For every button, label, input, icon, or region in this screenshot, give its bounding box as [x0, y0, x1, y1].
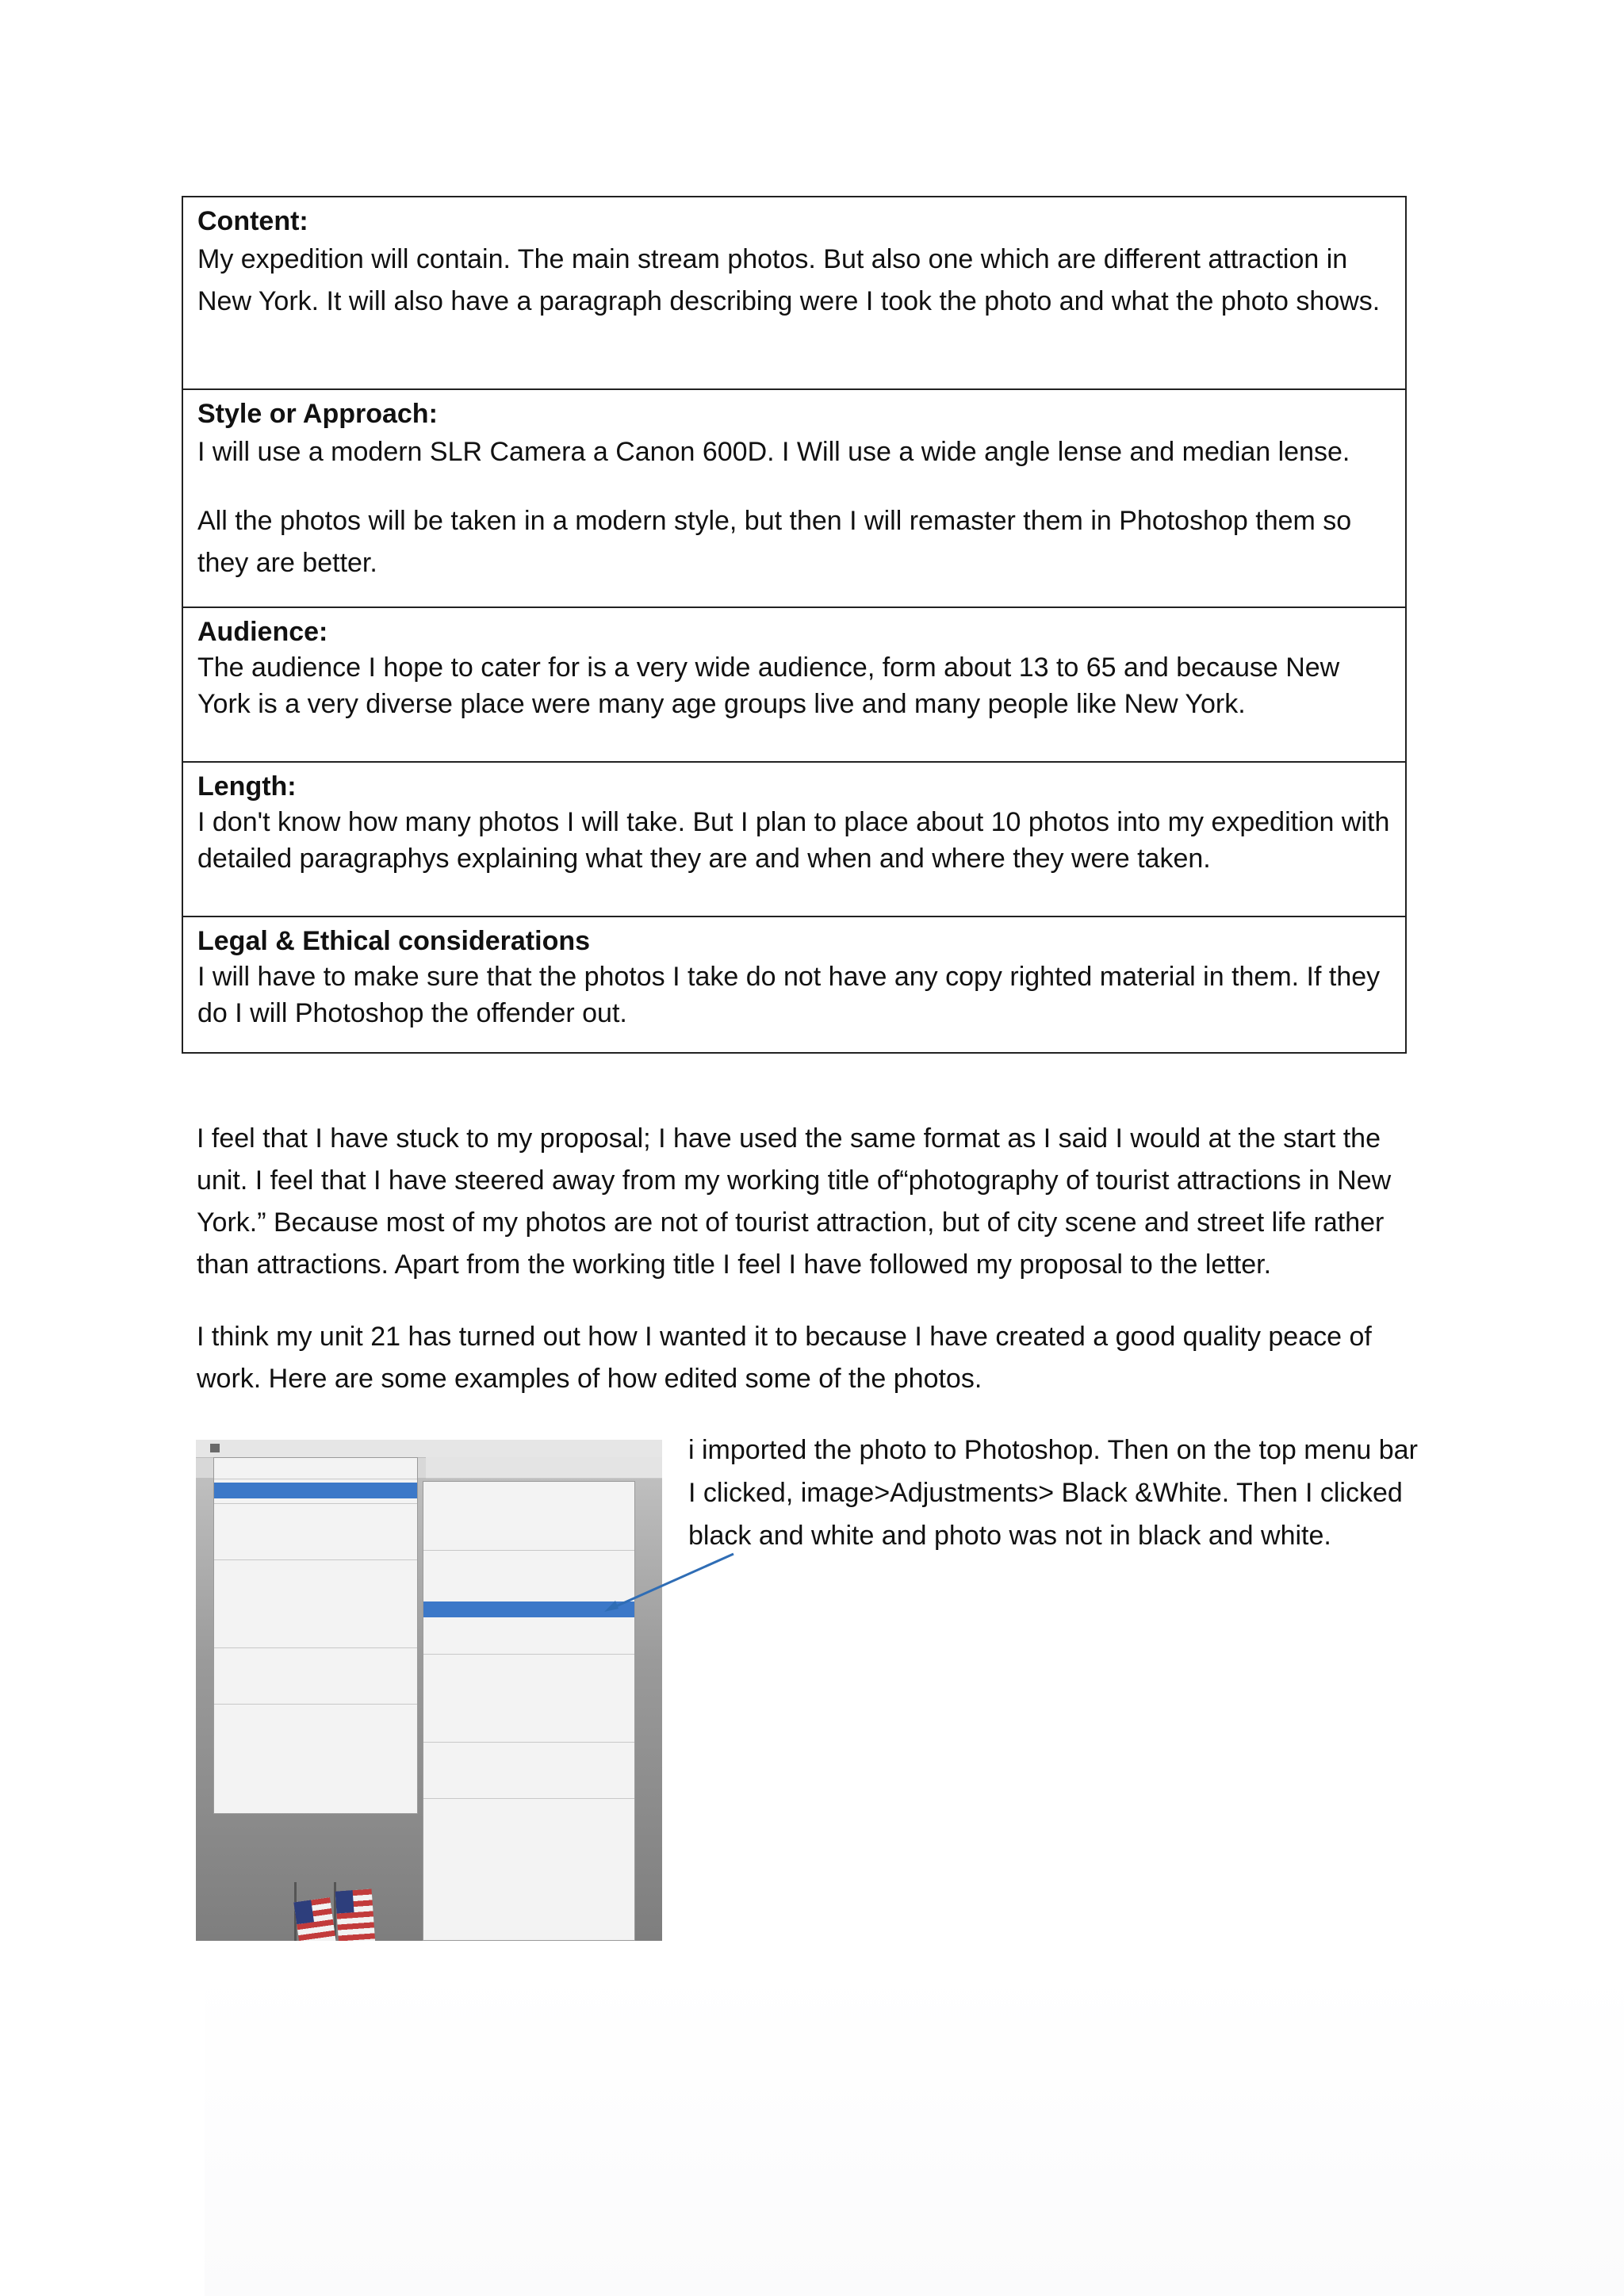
flag-shape	[293, 1897, 337, 1941]
evaluation-paragraph: I think my unit 21 has turned out how I wanted it to because I have created a good quality peace of work. Here are some examples of how edited some of the photos.	[197, 1322, 1372, 1394]
page-shade	[205, 1966, 1624, 2296]
image-menu-mock	[213, 1457, 418, 1814]
photoshop-screenshot-image	[196, 1440, 662, 1941]
audience-heading: Audience:	[197, 617, 328, 647]
content-section	[183, 197, 1405, 390]
content-body: My expedition will contain. The main stream photos. But also one which are different attraction in New York. It will also have a paragraph describing were I took the photo and what the photo shows.	[197, 244, 1381, 316]
length-heading: Length:	[197, 771, 297, 802]
reflection-paragraph: I feel that I have stuck to my proposal; I have used the same format as I said I would at the start the unit. I feel that I have steered away from my working title of“photography of tourist attractions in New York.” Because most of my photos are not of tourist attraction, but of city scene and street life rather than attractions. Apart from the working title I feel I have followed my proposal to the letter.	[197, 1123, 1392, 1280]
flag-shape	[335, 1888, 376, 1941]
audience-section	[183, 608, 1405, 763]
photoshop-options-bar	[426, 1457, 662, 1479]
proposal-table	[182, 196, 1407, 1054]
pointer-arrow	[603, 1551, 737, 1614]
style-body: I will use a modern SLR Camera a Canon 600D. I Will use a wide angle lense and median lense.	[197, 437, 1350, 467]
photoshop-menubar	[196, 1440, 662, 1458]
length-section	[183, 763, 1405, 917]
legal-section	[183, 917, 1405, 1052]
length-body: I don't know how many photos I will take. But I plan to place about 10 photos into my expedition with detailed paragraphys explaining what they are and when and where they were taken.	[197, 807, 1390, 874]
style-body-2: All the photos will be taken in a modern style, but then I will remaster them in Photoshop them so they are better.	[197, 506, 1352, 578]
adjustments-submenu-mock	[423, 1481, 635, 1941]
legal-heading: Legal & Ethical considerations	[197, 926, 591, 956]
audience-body: The audience I hope to cater for is a very wide audience, form about 13 to 65 and because New York is a very diverse place were many age groups live and many people like New York.	[197, 652, 1340, 719]
edit-caption: i imported the photo to Photoshop. Then on the top menu bar I clicked, image>Adjustments> Black &White. Then I clicked black and white and photo was not in black and white.	[688, 1435, 1418, 1551]
content-heading: Content:	[197, 206, 308, 236]
legal-body: I will have to make sure that the photos I take do not have any copy righted material in them. If they do I will Photoshop the offender out.	[197, 962, 1381, 1028]
style-heading: Style or Approach:	[197, 399, 438, 429]
style-section	[183, 390, 1405, 608]
